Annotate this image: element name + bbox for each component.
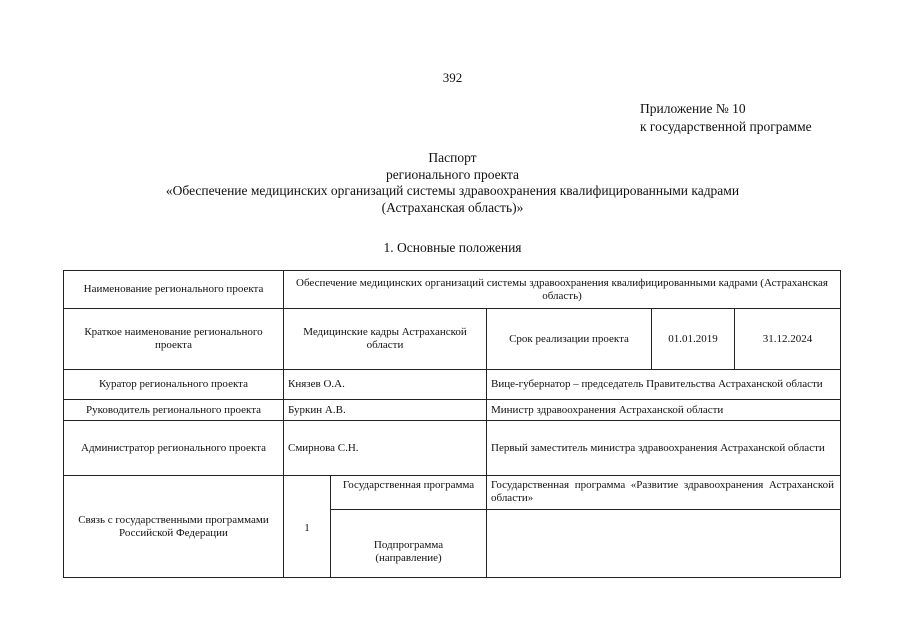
row6-number: 1 [304, 522, 310, 534]
row3-position-cell [486, 369, 841, 400]
row6-number-cell [283, 475, 331, 578]
row5-label: Администратор регионального проекта [81, 441, 266, 454]
row6-subprogram-label: Подпрограмма (направление) [373, 538, 444, 564]
row6-label: Связь с государственными программами Российской Федерации [78, 513, 269, 539]
document-title [60, 150, 845, 216]
row1-value: Обеспечение медицинских организаций системы здравоохранения квалифицированными кадрами (Астраханская область) [296, 276, 828, 302]
row3-label-cell [63, 369, 284, 400]
section-title: 1. Основные положения [383, 240, 522, 255]
row4-position: Министр здравоохранения Астраханской области [491, 403, 724, 416]
row2-label: Краткое наименование регионального проекта [84, 326, 263, 351]
row2-end-cell [734, 308, 841, 370]
appendix-line-1: Приложение № 10 [640, 101, 746, 116]
row5-position: Первый заместитель министра здравоохранения Астраханской области [491, 441, 825, 454]
row4-name: Буркин А.В. [288, 403, 346, 416]
row5-name: Смирнова С.Н. [288, 441, 359, 454]
appendix-line-2: к государственной программе [640, 119, 812, 134]
row5-position-cell [486, 420, 841, 476]
row4-name-cell [283, 399, 487, 421]
row1-label-cell [63, 270, 284, 309]
row6-subprogram-label-cell [330, 509, 487, 578]
row4-label-cell [63, 399, 284, 421]
row6-label-cell [63, 475, 284, 578]
title-line-4: (Астраханская область)» [381, 199, 524, 215]
row2-start-cell [651, 308, 735, 370]
row4-label: Руководитель регионального проекта [85, 403, 262, 416]
page-number: 392 [442, 70, 463, 85]
title-line-3: «Обеспечение медицинских организаций системы здравоохранения квалифицированными кадрами [165, 183, 740, 198]
row3-label: Куратор регионального проекта [99, 378, 248, 390]
row1-label: Наименование регионального проекта [83, 283, 264, 295]
row2-start-date: 01.01.2019 [668, 332, 718, 345]
row2-label-cell [63, 308, 284, 370]
row6-subprogram-value-cell [486, 509, 841, 578]
row5-label-cell [63, 420, 284, 476]
row6-gov-program-label: Государственная программа [342, 479, 475, 491]
title-line-1: Паспорт [428, 150, 477, 165]
title-line-2: регионального проекта [385, 166, 520, 182]
row6-gov-program-label-cell [330, 475, 487, 510]
row2-end-date: 31.12.2024 [762, 332, 813, 345]
row3-name-cell [283, 369, 487, 400]
row6-gov-program-value: Государственная программа «Развитие здравоохранения Астраханской области» [491, 479, 834, 504]
appendix-header [640, 100, 812, 136]
row2-value: Медицинские кадры Астраханской области [303, 326, 467, 351]
row2-value-cell [283, 308, 487, 370]
row4-position-cell [486, 399, 841, 421]
row2-term-label: Срок реализации проекта [509, 332, 629, 345]
row1-value-cell [283, 270, 841, 309]
row6-gov-program-value-cell [486, 475, 841, 510]
row2-term-label-cell [486, 308, 652, 370]
row3-position: Вице-губернатор – председатель Правительства Астраханской области [491, 378, 823, 390]
row5-name-cell [283, 420, 487, 476]
row3-name: Князев О.А. [288, 378, 345, 390]
